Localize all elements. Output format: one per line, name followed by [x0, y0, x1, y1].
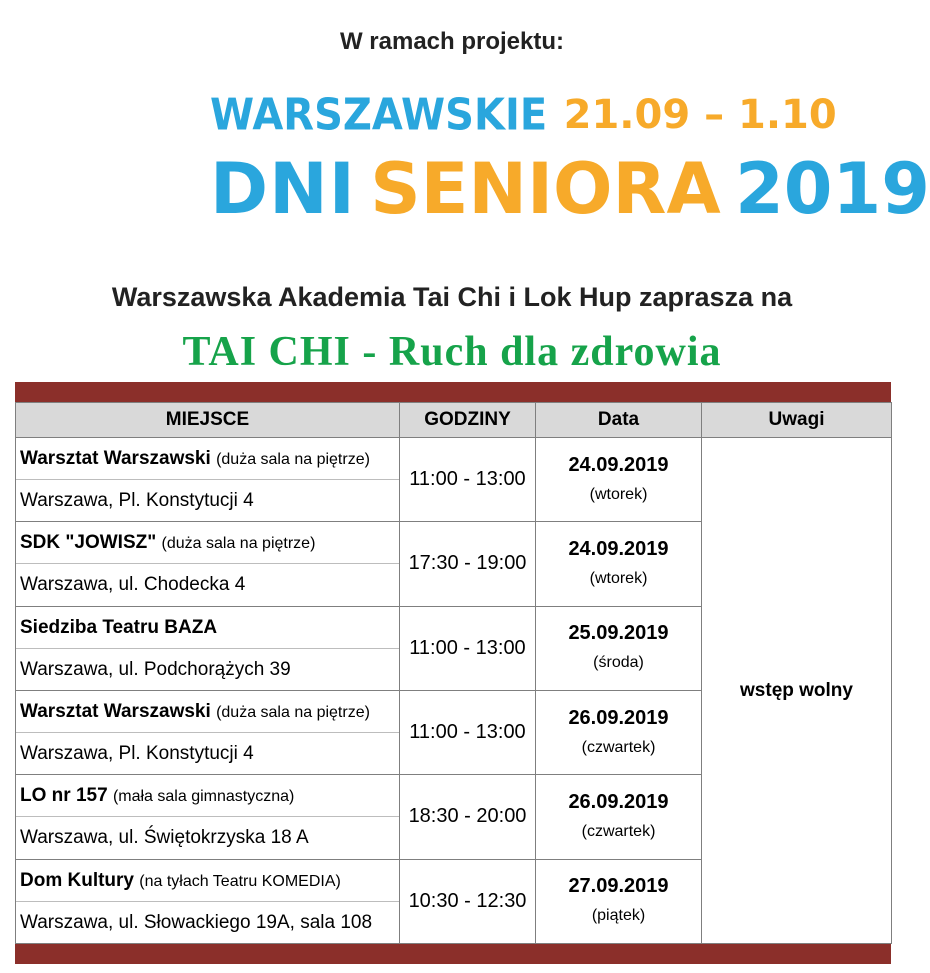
place-note: (na tyłach Teatru KOMEDIA)	[139, 872, 341, 890]
date-cell	[536, 690, 702, 774]
place-cell	[16, 438, 400, 522]
date-value: 26.09.2019	[568, 706, 669, 729]
day-of-week: (piątek)	[591, 907, 646, 925]
place-name: Siedziba Teatru BAZA	[20, 616, 218, 638]
place-name: Warsztat Warszawski	[20, 448, 211, 470]
place-note: (duża sala na piętrze)	[161, 535, 316, 553]
hours-cell: 11:00 - 13:00	[400, 606, 536, 690]
day-of-week: (wtorek)	[589, 569, 648, 587]
logo-dates: 21.09 – 1.10	[563, 92, 837, 138]
place-cell	[16, 859, 400, 943]
place-cell	[16, 690, 400, 774]
hours-cell: 18:30 - 20:00	[400, 775, 536, 859]
place-note: (duża sala na piętrze)	[216, 451, 370, 469]
table-row	[16, 438, 892, 522]
logo-year: 2019	[735, 148, 930, 230]
place-name-line	[16, 691, 399, 733]
place-address: Warszawa, ul. Podchorążych 39	[20, 658, 291, 680]
logo-dni: DNI	[210, 148, 356, 230]
notes-cell: wstęp wolny	[702, 438, 892, 944]
date-cell	[536, 775, 702, 859]
logo-warszawskie: WARSZAWSKIE	[210, 89, 548, 141]
date-value: 26.09.2019	[568, 790, 669, 813]
place-address: Warszawa, ul. Słowackiego 19A, sala 108	[20, 911, 373, 933]
hours-cell: 10:30 - 12:30	[400, 859, 536, 943]
place-name-line	[16, 775, 399, 817]
hours-cell: 11:00 - 13:00	[400, 690, 536, 774]
place-name-line	[16, 438, 399, 480]
day-of-week: (czwartek)	[581, 738, 656, 756]
date-cell	[536, 438, 702, 522]
place-cell	[16, 775, 400, 859]
header-date: Data	[536, 403, 702, 438]
place-name-line	[16, 860, 399, 902]
date-value: 24.09.2019	[568, 453, 669, 476]
date-cell	[536, 522, 702, 606]
header-notes: Uwagi	[702, 403, 892, 438]
place-address: Warszawa, ul. Świętokrzyska 18 A	[20, 827, 309, 849]
schedule-table	[15, 402, 892, 944]
day-of-week: (środa)	[593, 654, 644, 672]
hours-cell: 17:30 - 19:00	[400, 522, 536, 606]
intro-text: W ramach projektu:	[339, 28, 565, 55]
slogan-title: TAI CHI - Ruch dla zdrowia	[182, 329, 722, 375]
logo-seniora: SENIORA	[370, 148, 721, 230]
date-value: 25.09.2019	[568, 622, 669, 645]
place-name: Dom Kultury	[20, 869, 134, 891]
date-cell	[536, 606, 702, 690]
place-address: Warszawa, Pl. Konstytucji 4	[20, 490, 254, 512]
day-of-week: (wtorek)	[589, 485, 648, 503]
header-place: MIEJSCE	[16, 403, 400, 438]
place-address: Warszawa, Pl. Konstytucji 4	[20, 743, 254, 765]
header-hours: GODZINY	[400, 403, 536, 438]
invite-text: Warszawska Akademia Tai Chi i Lok Hup zaprasza na	[111, 282, 793, 312]
place-name-line	[16, 522, 399, 564]
day-of-week: (czwartek)	[581, 822, 656, 840]
date-cell	[536, 859, 702, 943]
hours-cell: 11:00 - 13:00	[400, 438, 536, 522]
table-header-row	[16, 403, 892, 438]
top-decor-bar	[15, 382, 891, 402]
date-value: 27.09.2019	[568, 875, 669, 898]
place-cell	[16, 606, 400, 690]
date-value: 24.09.2019	[568, 537, 669, 560]
event-logo	[200, 89, 930, 242]
bottom-decor-bar	[15, 944, 891, 964]
place-name-line	[16, 607, 399, 649]
place-note: (duża sala na piętrze)	[216, 704, 370, 722]
place-cell	[16, 522, 400, 606]
place-name: SDK "JOWISZ"	[20, 532, 157, 554]
place-note: (mała sala gimnastyczna)	[112, 788, 295, 806]
place-name: LO nr 157	[20, 785, 108, 807]
place-name: Warsztat Warszawski	[20, 701, 211, 723]
place-address: Warszawa, ul. Chodecka 4	[20, 574, 246, 596]
